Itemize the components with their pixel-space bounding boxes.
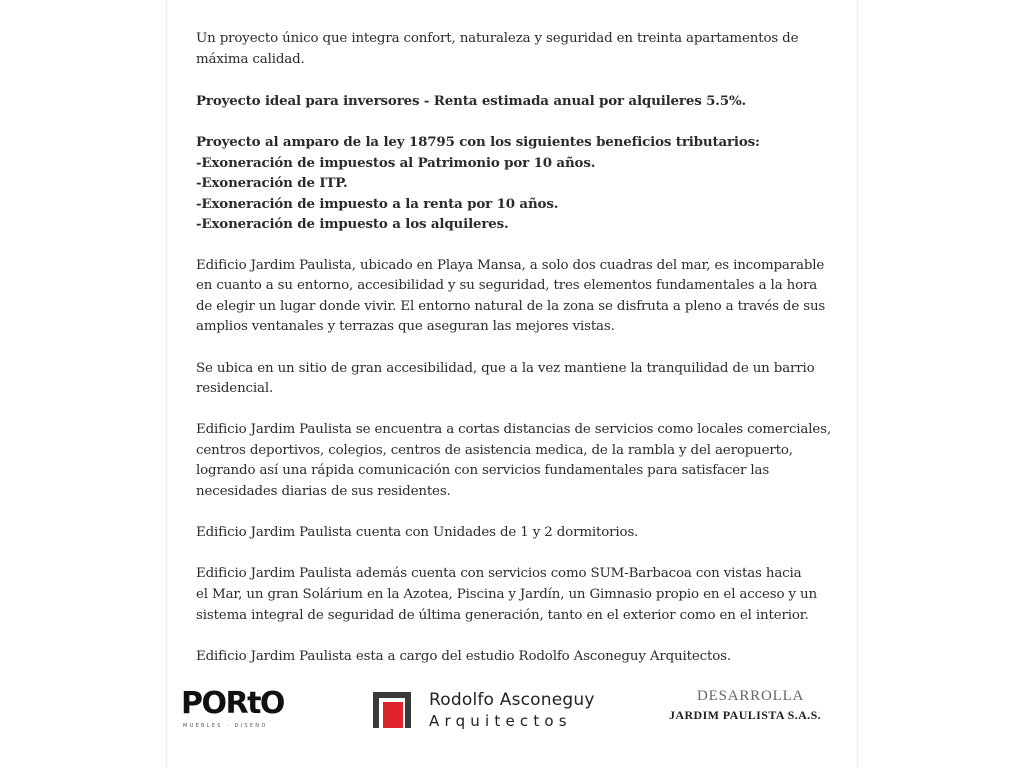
tax-benefits-paragraph (196, 132, 846, 235)
text-line: el Mar, un gran Solárium en la Azotea, Piscina y Jardín, un Gimnasio propio en el acceso y un (196, 587, 817, 603)
text-line: logrando así una rápida comunicación con servicios fundamentales para satisfacer las (196, 463, 770, 479)
text-line: Un proyecto único que integra confort, naturaleza y seguridad en treinta apartamentos de (196, 31, 799, 46)
benefit-item: -Exoneración de impuesto a la renta por 10 años. (196, 195, 559, 212)
text-line: Edificio Jardim Paulista se encuentra a cortas distancias de servicios como locales comerciales, (196, 422, 832, 438)
benefit-item: -Exoneración de impuestos al Patrimonio por 10 años. (196, 154, 596, 171)
benefit-item: -Exoneración de ITP. (196, 175, 348, 192)
text-line: amplios ventanales y terrazas que aseguran las mejores vistas. (196, 319, 615, 335)
services-paragraph (196, 420, 846, 502)
text-line: de elegir un lugar donde vivir. El entorno natural de la zona se disfruta a pleno a través de sus (196, 298, 826, 314)
text-line: Edificio Jardim Paulista esta a cargo del estudio Rodolfo Asconeguy Arquitectos. (196, 648, 731, 664)
text-line: sistema integral de seguridad de última generación, tanto en el exterior como en el interior. (196, 607, 809, 623)
text-line: Edificio Jardim Paulista, ubicado en Playa Mansa, a solo dos cuadras del mar, es incomparable (196, 257, 825, 273)
developer-company: JARDIM PAULISTA S.A.S. (669, 708, 822, 722)
architect-paragraph (196, 647, 846, 668)
porto-logo-tagline: MUEBLES · DISEÑO (183, 723, 268, 729)
investor-paragraph (196, 91, 846, 112)
document-body (196, 29, 846, 688)
rodolfo-asconeguy-logo (371, 686, 621, 732)
text-line: Edificio Jardim Paulista además cuenta con servicios como SUM-Barbacoa con vistas hacia (196, 566, 802, 582)
text-line: en cuanto a su entorno, accesibilidad y su seguridad, tres elementos fundamentales a la hora (196, 278, 818, 294)
document-page (166, 0, 858, 768)
amenities-paragraph (196, 564, 846, 626)
porto-logo-word: PORtO (181, 686, 284, 721)
text-line: Proyecto al amparo de la ley 18795 con los siguientes beneficios tributarios: (196, 133, 760, 150)
accessibility-paragraph (196, 359, 846, 400)
rodolfo-mark-icon (371, 690, 413, 730)
intro-paragraph (196, 29, 846, 70)
text-line: centros deportivos, colegios, centros de asistencia medica, de la rambla y del aeropuerto, (196, 442, 793, 458)
porto-logo (181, 686, 291, 733)
text-line: Edificio Jardim Paulista cuenta con Unidades de 1 y 2 dormitorios. (196, 525, 639, 541)
location-paragraph (196, 256, 846, 338)
text-line: Proyecto ideal para inversores - Renta estimada anual por alquileres 5.5%. (196, 92, 747, 109)
logo-footer (167, 680, 859, 740)
text-line: Se ubica en un sitio de gran accesibilidad, que a la vez mantiene la tranquilidad de un barrio (196, 360, 815, 376)
text-line: máxima calidad. (196, 51, 305, 67)
rodolfo-logo-name: Rodolfo Asconeguy (429, 690, 595, 710)
benefit-item: -Exoneración de impuesto a los alquileres. (196, 216, 509, 233)
developer-credit (661, 688, 841, 728)
text-line: residencial. (196, 381, 274, 397)
rodolfo-logo-subtitle: Arquitectos (429, 712, 572, 730)
units-paragraph (196, 523, 846, 544)
developer-label: DESARROLLA (697, 688, 805, 704)
text-line: necesidades diarias de sus residentes. (196, 484, 451, 500)
